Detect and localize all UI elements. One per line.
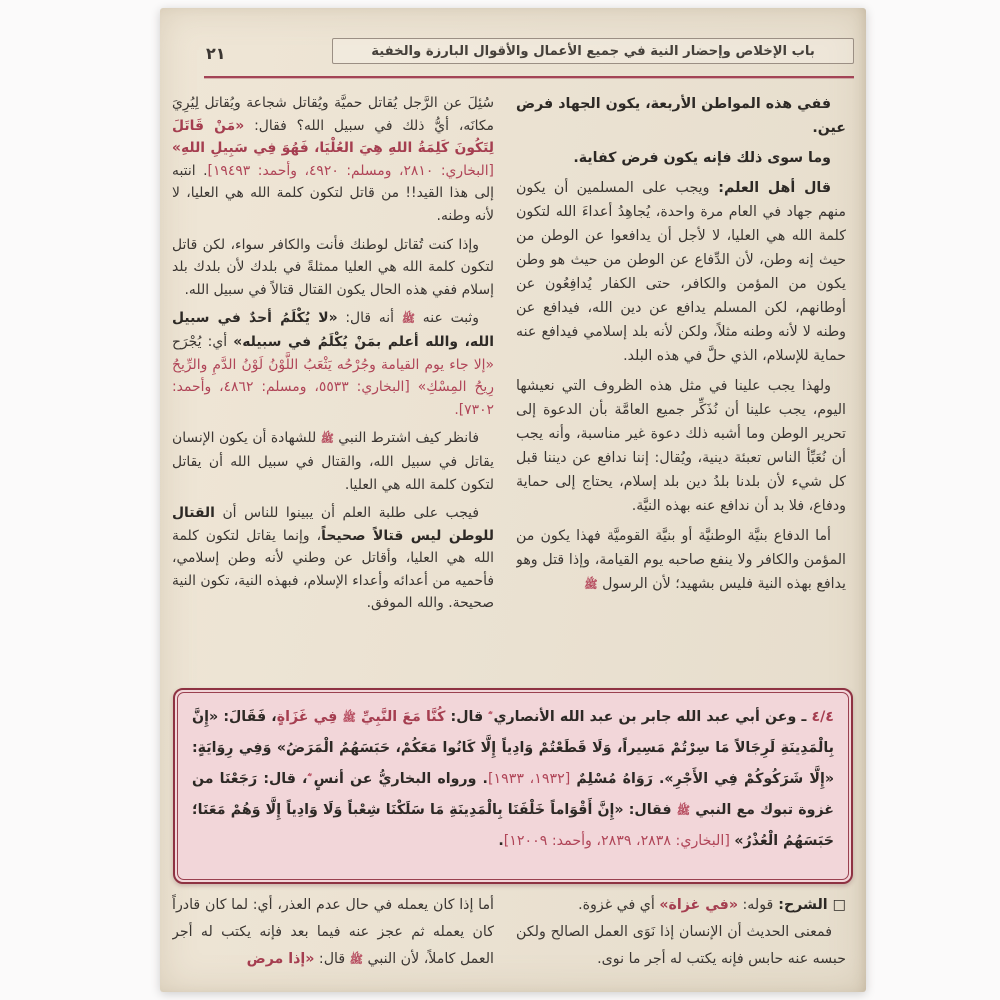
text-segment: ﷺ (676, 804, 691, 817)
text-segment: فِي غَزَاةٍ (276, 709, 343, 725)
text-segment: أما إذا كان يعمله في حال عدم العذر، أي: لما كان قادراً كان يعمله ثم عجز عنه فيما بعد فإنه يكتب له أجر العمل كاملاً، لأن النبي (172, 897, 494, 967)
text-segment: ففي هذه المواطن الأربعة، يكون الجهاد فرض عين. (516, 96, 846, 136)
text-segment: وما سوى ذلك فإنه يكون فرض كفاية. (573, 150, 831, 166)
text-segment: الشرح: (773, 897, 828, 913)
text-segment: ٤/٤ (811, 709, 834, 725)
text-segment: «في غزاة» (659, 897, 738, 913)
header-rule (204, 76, 854, 78)
paragraph-students-of-knowledge (172, 502, 494, 615)
text-segment: «مَنْ قَاتَلَ لِتَكُونَ كَلِمَةُ اللهِ هِيَ العُلْيَا، فَهُوَ فِي سَبِيلِ اللهِ» (172, 117, 494, 157)
hadith-box (173, 688, 853, 884)
chapter-header-box (332, 38, 854, 64)
chapter-title: باب الإخلاص وإحضار النية في جميع الأعمال والأقوال البارزة والخفية (371, 44, 815, 59)
paragraph-nationalism-intention (516, 524, 846, 597)
text-segment: «إِنَّ أَقْوَاماً خَلْفَنَا بِالْمَدِينَةِ مَا سَلَكْنَا شِعْباً وَلَا وَادِياً إِلَّا وَهُمْ مَعَنَا؛ حَبَسَهُمُ الْعُذْرُ» (192, 802, 834, 849)
text-segment: «إِنَّ بِالْمَدِينَةِ لَرِجَالاً مَا سِرْتُمْ مَسِيراً، وَلَا قَطَعْتُمْ وَادِياً إِلَّا كَانُوا مَعَكُمْ، حَبَسَهُمُ الْمَرَضُ» (192, 709, 834, 756)
paragraph-circumstances (516, 374, 846, 518)
book-page (160, 8, 866, 992)
commentary-column-left (172, 892, 494, 992)
paragraph-wound-hadith (172, 307, 494, 421)
text-segment: «إِلَّا شَرَكُوكُمْ فِي الأَجْرِ» (664, 771, 834, 787)
text-segment: ﷺ (401, 312, 415, 326)
paragraph-fighting-for-homeland (172, 234, 494, 302)
commentary-column-right (516, 892, 846, 992)
text-segment: وإذا كنت تُقاتل لوطنك فأنت والكافر سواء، لكن قاتل لتكون كلمة الله هي العليا ممثلةً في بلدك لأن بلدك بلد إسلام ففي هذه الحال يكون القتال قتالاً في سبيل الله. (172, 236, 494, 298)
text-segment: . ورواه البخاريُّ عن أنسٍ (307, 771, 488, 787)
sharh-continuation (172, 892, 494, 973)
text-segment: قال: (314, 951, 350, 967)
text-segment: سُئِلَ عن الرَّجل يُقاتل حميَّة ويُقاتل شجاعة ويُقاتل لِيُرِيَ مكانَه، أيُّ ذلك في سبيل الله؟ فقال: (172, 95, 494, 134)
text-segment: أي في غزوة. (578, 897, 660, 913)
text-segment: . رَوَاهُ مُسْلِمٌ (570, 771, 665, 787)
text-segment: «إذا مرض (246, 951, 315, 967)
text-segment: ﷺ (320, 432, 334, 446)
text-segment: ﷺ (584, 578, 598, 591)
text-segment: «لا يُكْلَمُ أحدٌ في سبيل الله، والله أعلم بمَنْ يُكْلَمُ في سبيله» (172, 310, 494, 350)
text-segment: للشهادة أن يكون الإنسان يقاتل في سبيل الله، والقتال في سبيل الله أن يقاتل لتكون كلمة الله هي العليا. (172, 430, 494, 493)
text-segment: أما الدفاع بنيَّة الوطنيَّة أو بنيَّة القوميَّة فهذا يكون من المؤمن والكافر ولا ينفع صاحبه يوم القيامة، وإذا قتل وهو يدافع بهذه النية فليس بشهيد؛ لأن الرسول (516, 528, 846, 592)
text-segment: وَفِي رِوَايَةٍ: (192, 740, 277, 756)
text-segment: ، وإنما يقاتل لتكون كلمة الله هي العليا، وأقاتل عن وطني لأنه وطن إسلامي، فأحميه من أعدائه وأعداء الإسلام، فبهذه النية، تكون النية صحيحة. والله الموفق. (172, 527, 494, 612)
text-segment: ـ وعن أبي عبد الله جابر بن عبد الله الأنصاري (488, 709, 812, 725)
hadith-text (177, 692, 849, 880)
text-segment: وثبت عنه (414, 310, 479, 327)
text-segment: قوله: (738, 897, 774, 913)
text-segment: أي: يُجْرَح (172, 333, 234, 350)
text-segment: كُنَّا مَعَ النَّبِيِّ (355, 709, 446, 725)
text-segment: ، قال: رَجَعْنَا من غزوة تبوك مع النبي (192, 771, 834, 818)
column-left (172, 92, 494, 688)
text-segment: . (498, 833, 504, 849)
text-segment: [البخاري: ٥٥٣٣، ومسلم: ٤٨٦٢، وأحمد: ٧٣٠٢]. (172, 379, 494, 418)
text-segment: □ (827, 897, 846, 913)
text-segment: [البخاري: ٢٨١٠، ومسلم: ٤٩٢٠، وأحمد: ١٩٤٩٣] (207, 162, 494, 179)
paragraph-hadith-man-qatala (172, 92, 494, 228)
text-segment: ، فَقَالَ: (218, 709, 277, 725)
text-segment: فيجب على طلبة العلم أن يبينوا للناس أن (214, 505, 479, 522)
text-segment: قال أهل العلم: (709, 180, 831, 196)
paragraph-jihad-fard-ayn (516, 92, 846, 140)
text-segment: القتال للوطن ليس قتالاً صحيحاً (172, 505, 494, 544)
column-right (516, 92, 846, 688)
sharh-meaning-line (516, 919, 846, 973)
paragraph-fard-kifaya (516, 146, 846, 170)
text-segment: [البخاري: ٢٨٣٨، ٢٨٣٩، وأحمد: ١٢٠٠٩] (503, 833, 730, 849)
paragraph-martyrdom-condition (172, 427, 494, 496)
text-segment: . انتبه إلى هذا القيد!! من قاتل لتكون كلمة الله هي العليا، لا لأنه وطنه. (172, 162, 494, 224)
text-segment: ﷺ (349, 953, 364, 966)
text-segment: «إلا جاء يوم القيامة وجُرْحُه يَثْعَبُ اللَّوْنُ لَوْنُ الدَّمِ والرِّيحُ رِيحُ المِسْكِ» (172, 356, 494, 396)
sharh-heading-line (516, 892, 846, 919)
text-segment: ولهذا يجب علينا في مثل هذه الظروف التي نعيشها اليوم، يجب علينا أن نُذَكِّر جميع العامَّة بأن الدعوة إلى تحرير الوطن وما أشبه ذلك دعوة غير مناسبة، وأنه يجب أن نُعَبِّأ الناس تعبئة دينية، ويُقال: إننا ندافع عن ديننا قبل كل شيء لأن بلدنا بلدُ دين بلد إسلام، يحتاج إلى حماية ودفاع، فلا بد أن ندافع عنه بهذه النيَّة. (516, 378, 846, 514)
text-segment: فانظر كيف اشترط النبي (333, 430, 479, 447)
text-segment: قال: (445, 709, 489, 725)
text-segment: أنه قال: (337, 310, 402, 327)
page-number: ٢١ (206, 44, 226, 63)
text-segment: ﷺ (342, 711, 356, 724)
text-segment: فقال: (623, 802, 677, 818)
text-segment: فمعنى الحديث أن الإنسان إذا نَوَى العمل الصالح ولكن حبسه عنه حابس فإنه يكتب له أجر ما نوى. (516, 924, 846, 967)
paragraph-ahl-al-ilm (516, 176, 846, 368)
text-segment: ويجب على المسلمين أن يكون منهم جهاد في العام مرة واحدة، يُجاهِدُ أعداءَ الله لتكون كلمة الله هي العليا، لا لأجل أن يدافعوا عن الوطن من حيث إنه وطن، لأن الدِّفاع عن الوطن من حيث هو وطن يكون من المؤمن والكافر، حتى الكفار يُدافِعُون عن أوطانهم، لكن المسلم يدافع عن دين الله، فيدافع عن وطنه لا لأنه وطنه مثلاً، ولكن لأنه بلد إسلامي فيدافع عنه حماية للإسلام، الذي حلَّ في هذه البلد. (516, 180, 846, 364)
text-segment: [١٩٣٢، ١٩٣٣] (487, 771, 571, 787)
